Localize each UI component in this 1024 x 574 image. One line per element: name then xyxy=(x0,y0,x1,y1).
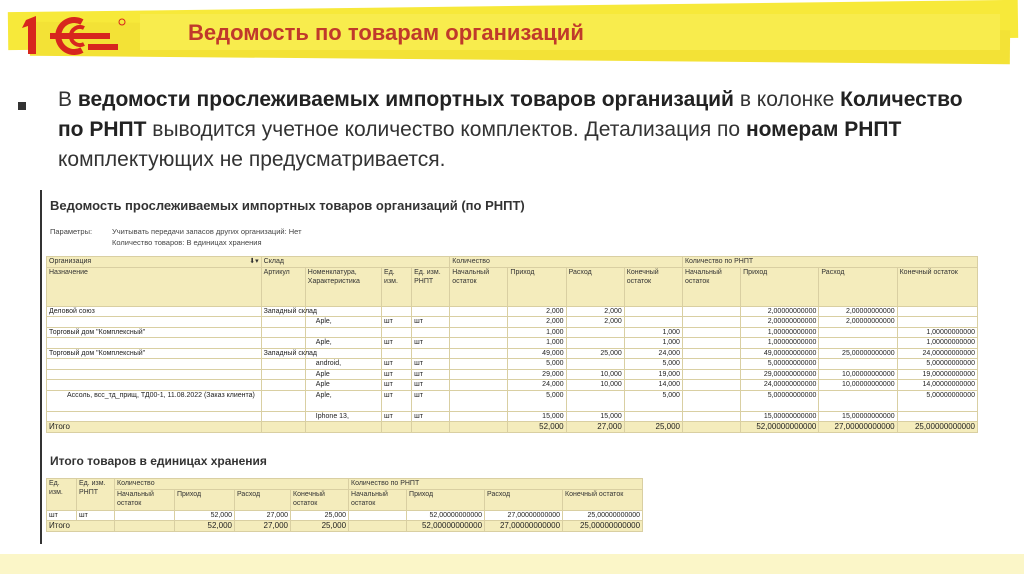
cell-text: шт xyxy=(412,411,450,422)
cell-org xyxy=(47,338,262,349)
summary-total-value: 27,000 xyxy=(235,521,291,532)
cell-text xyxy=(382,306,412,317)
cell-org xyxy=(47,359,262,370)
cell-number xyxy=(682,348,740,359)
column-header: Расход xyxy=(819,267,897,306)
sum-cell: 27,000 xyxy=(235,510,291,521)
paragraph-run: выводится учетное количество комплектов. Детализация по xyxy=(146,118,746,141)
table-row xyxy=(47,369,978,380)
sum-cell: 25,000 xyxy=(291,510,349,521)
cell-number: 49,00000000000 xyxy=(741,348,819,359)
sum-cell: 25,00000000000 xyxy=(563,510,643,521)
sum-column-header: Начальный остаток xyxy=(115,489,175,510)
cell-number xyxy=(897,306,977,317)
sum-column-header: Приход xyxy=(407,489,485,510)
cell-number: 29,00000000000 xyxy=(741,369,819,380)
sum-cell: 52,00000000000 xyxy=(407,510,485,521)
column-header: Назначение xyxy=(47,267,262,306)
cell-empty xyxy=(450,306,508,317)
cell-number xyxy=(450,411,508,422)
cell-number: 1,000 xyxy=(508,338,566,349)
cell-number: 25,00000000000 xyxy=(819,348,897,359)
summary-total-value: 27,00000000000 xyxy=(485,521,563,532)
1c-logo xyxy=(14,14,130,58)
cell-number xyxy=(897,411,977,422)
column-header: Начальный остаток xyxy=(450,267,508,306)
cell-number: 15,00000000000 xyxy=(741,411,819,422)
params-label: Параметры: xyxy=(50,227,93,236)
group-header-warehouse: Склад xyxy=(261,257,450,268)
summary-total-value xyxy=(349,521,407,532)
cell-text: Aple, xyxy=(305,390,381,411)
sum-column-header: Расход xyxy=(485,489,563,510)
cell-text: шт xyxy=(412,359,450,370)
cell-text: шт xyxy=(412,380,450,391)
cell-number xyxy=(566,390,624,411)
column-header: Номенклатура, Характеристика xyxy=(305,267,381,306)
cell-number: 5,000 xyxy=(508,390,566,411)
sum-group-qty: Количество xyxy=(115,479,349,490)
total-value xyxy=(450,422,508,433)
total-empty xyxy=(412,422,450,433)
cell-number: 1,000 xyxy=(508,327,566,338)
report-table xyxy=(46,256,978,433)
total-value: 52,000 xyxy=(508,422,566,433)
cell-number: 1,00000000000 xyxy=(741,338,819,349)
table-row xyxy=(47,338,978,349)
cell-text xyxy=(305,327,381,338)
param-line: Количество товаров: В единицах хранения xyxy=(112,238,262,247)
cell-text xyxy=(261,317,305,328)
total-value: 25,000 xyxy=(624,422,682,433)
cell-number xyxy=(450,327,508,338)
cell-number: 5,00000000000 xyxy=(741,390,819,411)
bullet-marker xyxy=(18,102,26,110)
column-header: Ед. изм. xyxy=(382,267,412,306)
cell-number: 2,000 xyxy=(508,317,566,328)
cell-number xyxy=(682,390,740,411)
cell-text: шт xyxy=(382,411,412,422)
cell-number: 5,00000000000 xyxy=(897,390,977,411)
summary-total-value: 25,00000000000 xyxy=(563,521,643,532)
cell-text xyxy=(382,348,412,359)
table-row xyxy=(47,359,978,370)
cell-text xyxy=(261,380,305,391)
cell-number: 15,000 xyxy=(566,411,624,422)
cell-text xyxy=(261,359,305,370)
cell-number: 49,000 xyxy=(508,348,566,359)
report-title: Ведомость прослеживаемых импортных товаров организаций (по РНПТ) xyxy=(50,198,525,213)
cell-text xyxy=(261,327,305,338)
cell-number: 24,00000000000 xyxy=(897,348,977,359)
group-header-rnpt: Количество по РНПТ xyxy=(682,257,977,268)
cell-org xyxy=(47,380,262,391)
cell-text: Iphone 13, xyxy=(305,411,381,422)
cell-text: шт xyxy=(382,369,412,380)
cell-text: шт xyxy=(382,380,412,391)
cell-text xyxy=(261,390,305,411)
cell-text: шт xyxy=(412,390,450,411)
summary-total-value: 25,000 xyxy=(291,521,349,532)
column-header: Начальный остаток xyxy=(682,267,740,306)
total-row xyxy=(47,422,978,433)
param-line: Учитывать передачи запасов других организаций: Нет xyxy=(112,227,302,236)
cell-number: 24,000 xyxy=(624,348,682,359)
total-value: 52,00000000000 xyxy=(741,422,819,433)
column-header: Ед. изм. РНПТ xyxy=(412,267,450,306)
cell-number: 2,00000000000 xyxy=(741,306,819,317)
cell-org: Ассоль, всс_тд_прищ, ТД00-1, 11.08.2022 (Заказ клиента) xyxy=(47,390,262,411)
total-label: Итого xyxy=(47,422,262,433)
cell-number xyxy=(624,306,682,317)
cell-org xyxy=(47,411,262,422)
summary-total-row xyxy=(47,521,643,532)
cell-number: 19,00000000000 xyxy=(897,369,977,380)
cell-number xyxy=(819,359,897,370)
group-header-qty: Количество xyxy=(450,257,683,268)
cell-text: Aple xyxy=(305,380,381,391)
summary-total-value: 52,000 xyxy=(175,521,235,532)
sum-head-unit: Ед. изм. xyxy=(47,479,77,511)
sum-cell: шт xyxy=(47,510,77,521)
cell-number: 29,000 xyxy=(508,369,566,380)
cell-text xyxy=(412,327,450,338)
cell-number xyxy=(682,359,740,370)
cell-text: шт xyxy=(382,317,412,328)
cell-number xyxy=(566,338,624,349)
sum-head-unit-rnpt: Ед. изм. РНПТ xyxy=(77,479,115,511)
cell-number: 2,000 xyxy=(566,306,624,317)
cell-text xyxy=(412,306,450,317)
cell-number: 5,000 xyxy=(624,390,682,411)
summary-row xyxy=(47,510,643,521)
cell-number: 25,000 xyxy=(566,348,624,359)
table-row xyxy=(47,348,978,359)
sum-column-header: Приход xyxy=(175,489,235,510)
slide-paragraph xyxy=(58,85,978,175)
cell-text: шт xyxy=(382,359,412,370)
slide-title: Ведомость по товарам организаций xyxy=(188,20,584,45)
cell-text xyxy=(382,327,412,338)
cell-number: 5,00000000000 xyxy=(741,359,819,370)
cell-number xyxy=(450,390,508,411)
cell-number: 5,00000000000 xyxy=(897,359,977,370)
cell-number xyxy=(682,338,740,349)
cell-number: 19,000 xyxy=(624,369,682,380)
table-row xyxy=(47,317,978,328)
cell-number xyxy=(819,338,897,349)
paragraph-run: в колонке xyxy=(733,88,841,111)
cell-org: Торговый дом "Комплексный" xyxy=(47,348,262,359)
column-header: Конечный остаток xyxy=(897,267,977,306)
cell-number xyxy=(682,327,740,338)
cell-number: 24,000 xyxy=(508,380,566,391)
cell-org xyxy=(47,317,262,328)
cell-text: Западный склад xyxy=(261,306,305,317)
cell-number xyxy=(682,380,740,391)
cell-number: 15,000 xyxy=(508,411,566,422)
table-row xyxy=(47,306,978,317)
cell-number: 1,000 xyxy=(624,338,682,349)
paragraph-run: ведомости прослеживаемых импортных товаров организаций xyxy=(77,88,734,111)
cell-number xyxy=(819,390,897,411)
sum-cell: 52,000 xyxy=(175,510,235,521)
cell-number: 1,00000000000 xyxy=(897,327,977,338)
cell-number: 1,00000000000 xyxy=(741,327,819,338)
cell-number: 10,00000000000 xyxy=(819,369,897,380)
column-header: Артикул xyxy=(261,267,305,306)
cell-number xyxy=(682,306,740,317)
sum-column-header: Конечный остаток xyxy=(291,489,349,510)
cell-text xyxy=(261,338,305,349)
cell-number: 15,00000000000 xyxy=(819,411,897,422)
sum-group-rnpt: Количество по РНПТ xyxy=(349,479,643,490)
cell-number xyxy=(450,359,508,370)
cell-number xyxy=(450,338,508,349)
table-row xyxy=(47,411,978,422)
cell-text: Западный склад xyxy=(261,348,305,359)
cell-number xyxy=(450,317,508,328)
cell-number xyxy=(682,317,740,328)
total-value: 27,000 xyxy=(566,422,624,433)
cell-number: 2,00000000000 xyxy=(741,317,819,328)
report-parameters xyxy=(50,226,302,248)
cell-number: 2,00000000000 xyxy=(819,317,897,328)
cell-text: шт xyxy=(412,338,450,349)
sum-column-header: Расход xyxy=(235,489,291,510)
cell-number: 14,000 xyxy=(624,380,682,391)
cell-text: шт xyxy=(382,390,412,411)
cell-number xyxy=(897,317,977,328)
cell-number xyxy=(682,411,740,422)
sum-cell xyxy=(349,510,407,521)
paragraph-run: В xyxy=(58,88,78,111)
sum-cell: 27,00000000000 xyxy=(485,510,563,521)
table-row xyxy=(47,390,978,411)
cell-org: Деловой союз xyxy=(47,306,262,317)
sum-column-header: Начальный остаток xyxy=(349,489,407,510)
cell-number: 5,000 xyxy=(624,359,682,370)
total-empty xyxy=(305,422,381,433)
cell-number xyxy=(450,348,508,359)
cell-text: Aple, xyxy=(305,338,381,349)
cell-org: Торговый дом "Комплексный" xyxy=(47,327,262,338)
total-empty xyxy=(261,422,305,433)
cell-number xyxy=(566,359,624,370)
report-screenshot xyxy=(40,190,982,544)
table-row xyxy=(47,380,978,391)
cell-number: 10,00000000000 xyxy=(819,380,897,391)
cell-number: 2,000 xyxy=(508,306,566,317)
table-row xyxy=(47,327,978,338)
column-header: Приход xyxy=(741,267,819,306)
cell-org xyxy=(47,369,262,380)
cell-number xyxy=(450,380,508,391)
cell-number xyxy=(624,317,682,328)
cell-number: 2,00000000000 xyxy=(819,306,897,317)
cell-number xyxy=(566,327,624,338)
group-header-org: Организация ⬇▾ xyxy=(47,257,262,268)
cell-text: шт xyxy=(412,369,450,380)
cell-number xyxy=(819,327,897,338)
column-header: Приход xyxy=(508,267,566,306)
summary-total-value: 52,00000000000 xyxy=(407,521,485,532)
total-value: 27,00000000000 xyxy=(819,422,897,433)
cell-text: android, xyxy=(305,359,381,370)
slide-footer xyxy=(0,554,1024,574)
cell-number: 2,000 xyxy=(566,317,624,328)
summary-total-value xyxy=(115,521,175,532)
cell-number: 1,000 xyxy=(624,327,682,338)
sum-column-header: Конечный остаток xyxy=(563,489,643,510)
cell-text: Aple, xyxy=(305,317,381,328)
cell-text: шт xyxy=(412,317,450,328)
cell-number: 5,000 xyxy=(508,359,566,370)
column-header: Конечный остаток xyxy=(624,267,682,306)
cell-number: 10,000 xyxy=(566,380,624,391)
paragraph-run: номерам РНПТ xyxy=(745,118,902,141)
cell-number xyxy=(450,369,508,380)
cell-text xyxy=(412,348,450,359)
summary-total-label: Итого xyxy=(47,521,115,532)
cell-number: 24,00000000000 xyxy=(741,380,819,391)
sum-cell: шт xyxy=(77,510,115,521)
cell-number xyxy=(682,369,740,380)
summary-title: Итого товаров в единицах хранения xyxy=(50,454,267,468)
cell-text xyxy=(261,369,305,380)
cell-text: Aple xyxy=(305,369,381,380)
paragraph-run: Количество по РНПТ xyxy=(58,88,963,141)
total-value xyxy=(682,422,740,433)
cell-number xyxy=(624,411,682,422)
total-empty xyxy=(382,422,412,433)
total-value: 25,00000000000 xyxy=(897,422,977,433)
sum-cell xyxy=(115,510,175,521)
cell-number: 1,00000000000 xyxy=(897,338,977,349)
summary-table xyxy=(46,478,643,532)
paragraph-run: комплектующих не предусматривается. xyxy=(58,148,446,171)
cell-number: 14,00000000000 xyxy=(897,380,977,391)
cell-text: шт xyxy=(382,338,412,349)
cell-text xyxy=(261,411,305,422)
column-header: Расход xyxy=(566,267,624,306)
cell-number: 10,000 xyxy=(566,369,624,380)
